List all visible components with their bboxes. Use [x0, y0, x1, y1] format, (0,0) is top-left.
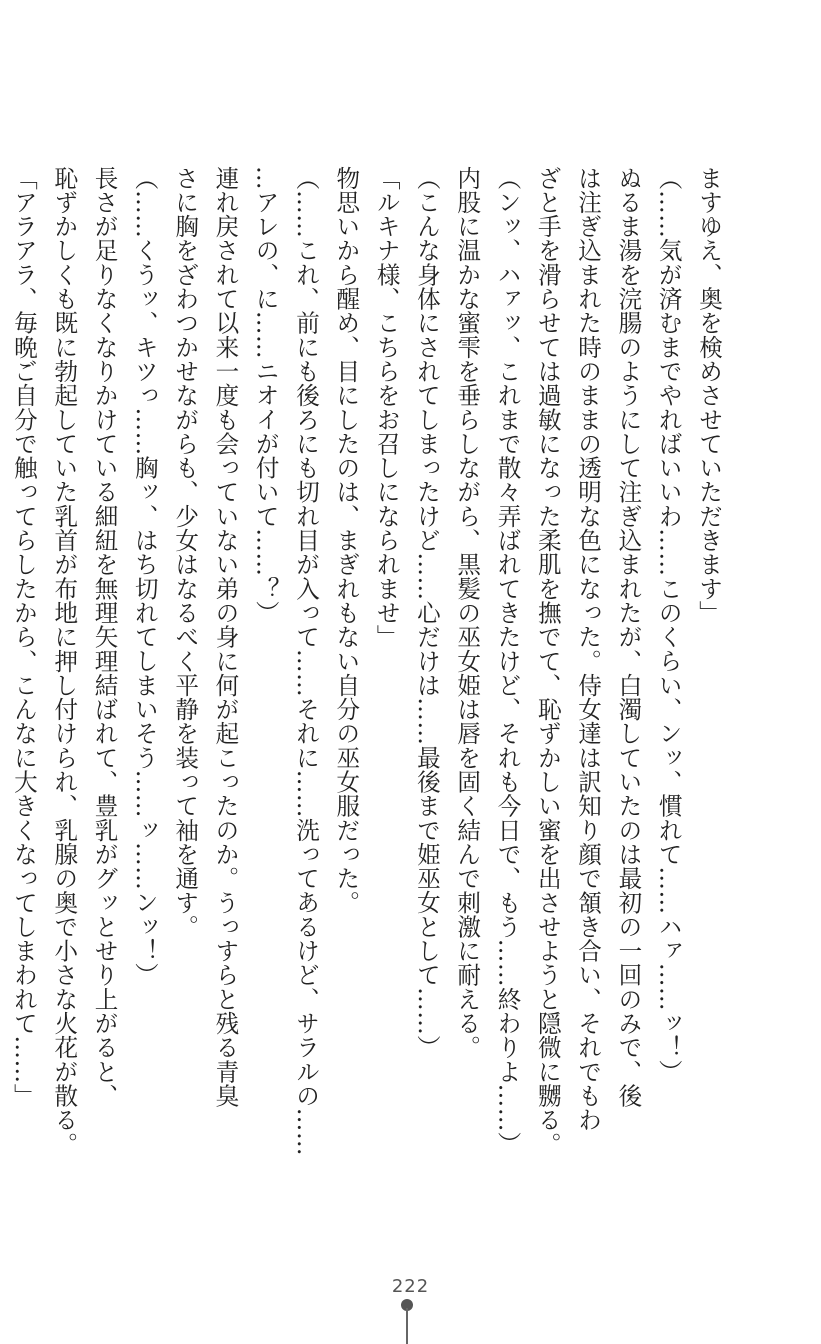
- text-line: 「ルキナ様、こちらをお召しになられませ」: [372, 166, 401, 649]
- text-line: 内股に温かな蜜雫を垂らしながら、黒髪の巫女姫は唇を固く結んで刺激に耐える。: [453, 166, 482, 1060]
- page-marker-line: [406, 1308, 408, 1344]
- text-line: （……気が済むまでやればいいわ……このくらい、ンッ、慣れて……ハァ……ッ！）: [654, 166, 683, 1084]
- text-line: （ンッ、ハァッ、これまで散々弄ばれてきたけど、それも今日で、もう……終わりよ……）: [493, 166, 522, 1157]
- text-line: 物思いから醒め、目にしたのは、まぎれもない自分の巫女服だった。: [332, 166, 361, 915]
- text-line: ぬるま湯を浣腸のようにして注ぎ込まれたが、白濁していたのは最初の一回のみで、後: [614, 166, 643, 1108]
- text-line: …アレの、に……ニオイが付いて……？）: [251, 166, 280, 625]
- text-line: 恥ずかしくも既に勃起していた乳首が布地に押し付けられ、乳腺の奥で小さな火花が散る。: [50, 166, 79, 1157]
- text-line: （こんな身体にされてしまったけど……心だけは……最後まで姫巫女として……）: [412, 166, 441, 1060]
- text-line: （……これ、前にも後ろにも切れ目が入って……それに……洗ってあるけど、サラルの……: [292, 166, 321, 1157]
- text-line: ますゆえ、奥を検めさせていただきます」: [695, 166, 723, 625]
- text-line: 長さが足りなくなりかけている細紐を無理矢理結ばれて、豊乳がグッとせり上がると、: [90, 166, 119, 1108]
- page-number: 222: [391, 1276, 430, 1297]
- body-text: [4, 166, 729, 1157]
- text-line: さに胸をざわつかせながらも、少女はなるべく平静を装って袖を通す。: [171, 166, 200, 939]
- text-line: ざと手を滑らせては過敏になった柔肌を撫でて、恥ずかしい蜜を出させようと隠微に嬲る。: [533, 166, 562, 1157]
- text-line: 連れ戻されて以来一度も会っていない弟の身に何が起こったのか。うっすらと残る青臭: [211, 166, 240, 1108]
- text-line: 「アラアラ、毎晩ご自分で触ってらしたから、こんなに大きくなってしまわれて……」: [9, 166, 38, 1108]
- text-line: （……くうッ、キツっ……胸ッ、はち切れてしまいそう……ッ……ンッ！）: [130, 166, 159, 988]
- text-line: は注ぎ込まれた時のままの透明な色になった。侍女達は訳知り顔で頷き合い、それでもわ: [574, 166, 603, 1132]
